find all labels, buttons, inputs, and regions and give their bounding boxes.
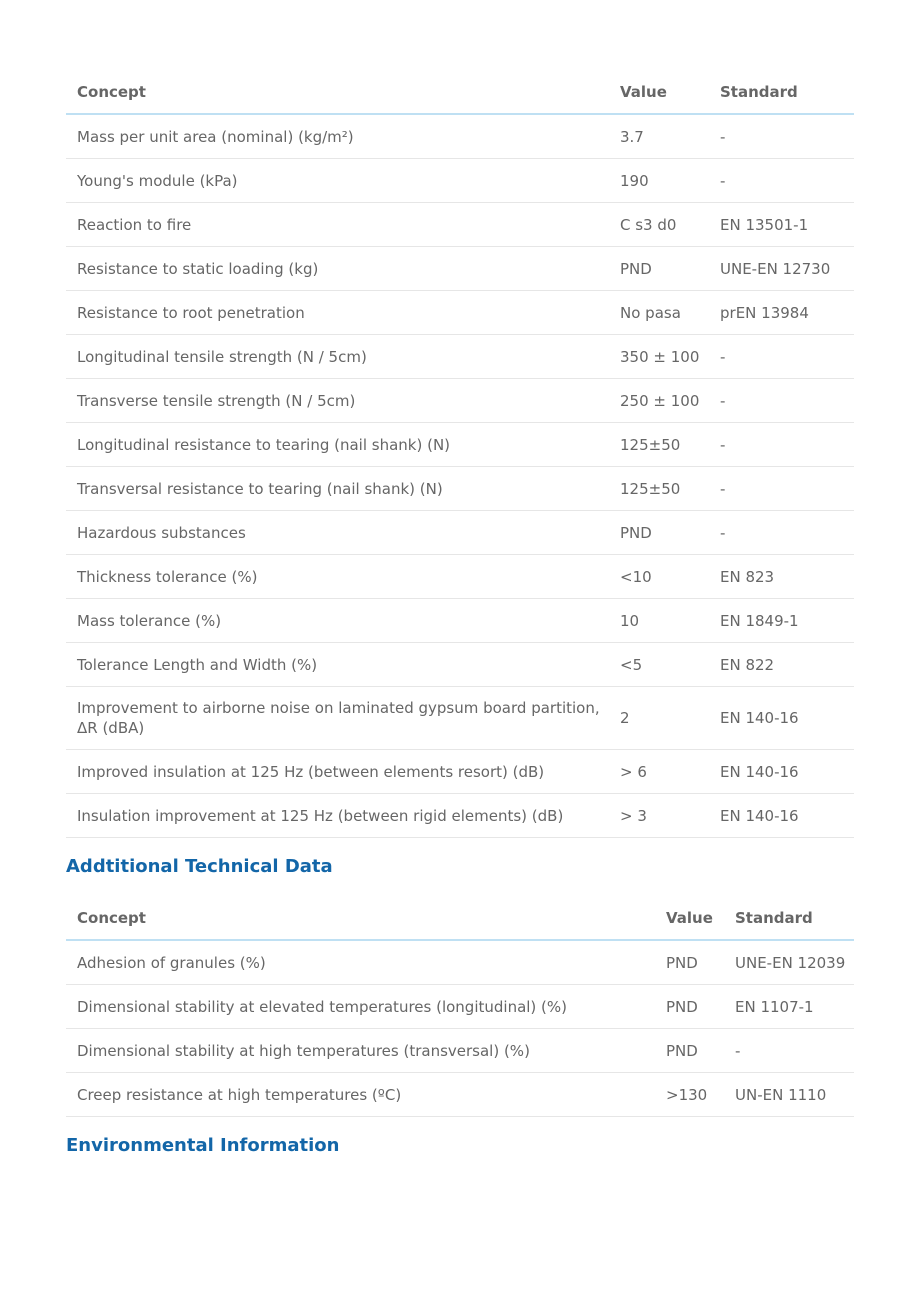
value-cell: >130 xyxy=(655,1073,724,1117)
concept-cell: Tolerance Length and Width (%) xyxy=(66,643,609,687)
table-header-row xyxy=(66,896,854,940)
concept-cell: Resistance to root penetration xyxy=(66,291,609,335)
standard-cell: - xyxy=(709,379,854,423)
value-cell: 2 xyxy=(609,687,709,750)
value-cell: PND xyxy=(609,247,709,291)
table-header-row xyxy=(66,70,854,114)
standard-cell: EN 140-16 xyxy=(709,794,854,838)
concept-cell: Longitudinal tensile strength (N / 5cm) xyxy=(66,335,609,379)
standard-cell: EN 140-16 xyxy=(709,750,854,794)
table-row xyxy=(66,687,854,750)
standard-cell: EN 1107-1 xyxy=(724,985,854,1029)
standard-cell: - xyxy=(709,423,854,467)
concept-cell: Improved insulation at 125 Hz (between elements resort) (dB) xyxy=(66,750,609,794)
value-cell: 125±50 xyxy=(609,467,709,511)
value-cell: <10 xyxy=(609,555,709,599)
value-cell: 10 xyxy=(609,599,709,643)
technical-data-table xyxy=(66,70,854,838)
standard-cell: - xyxy=(709,335,854,379)
table-row xyxy=(66,1073,854,1117)
column-header-concept: Concept xyxy=(66,896,655,940)
column-header-value: Value xyxy=(655,896,724,940)
value-cell: > 3 xyxy=(609,794,709,838)
value-cell: <5 xyxy=(609,643,709,687)
standard-cell: UNE-EN 12039 xyxy=(724,940,854,985)
column-header-concept: Concept xyxy=(66,70,609,114)
table-row xyxy=(66,940,854,985)
table-row xyxy=(66,467,854,511)
value-cell: PND xyxy=(655,985,724,1029)
value-cell: PND xyxy=(609,511,709,555)
table-row xyxy=(66,794,854,838)
table-row xyxy=(66,511,854,555)
standard-cell: UNE-EN 12730 xyxy=(709,247,854,291)
value-cell: > 6 xyxy=(609,750,709,794)
standard-cell: EN 1849-1 xyxy=(709,599,854,643)
standard-cell: EN 823 xyxy=(709,555,854,599)
table-row xyxy=(66,423,854,467)
table-row xyxy=(66,114,854,159)
value-cell: 3.7 xyxy=(609,114,709,159)
value-cell: 125±50 xyxy=(609,423,709,467)
concept-cell: Improvement to airborne noise on laminated gypsum board partition, ΔR (dBA) xyxy=(66,687,609,750)
standard-cell: - xyxy=(724,1029,854,1073)
standard-cell: EN 140-16 xyxy=(709,687,854,750)
value-cell: No pasa xyxy=(609,291,709,335)
standard-cell: prEN 13984 xyxy=(709,291,854,335)
concept-cell: Resistance to static loading (kg) xyxy=(66,247,609,291)
concept-cell: Hazardous substances xyxy=(66,511,609,555)
concept-cell: Mass tolerance (%) xyxy=(66,599,609,643)
table-row xyxy=(66,291,854,335)
concept-cell: Thickness tolerance (%) xyxy=(66,555,609,599)
document-page xyxy=(66,70,854,1158)
column-header-value: Value xyxy=(609,70,709,114)
table-row xyxy=(66,750,854,794)
table-row xyxy=(66,379,854,423)
table-row xyxy=(66,985,854,1029)
value-cell: 250 ± 100 xyxy=(609,379,709,423)
value-cell: PND xyxy=(655,1029,724,1073)
concept-cell: Creep resistance at high temperatures (ºC) xyxy=(66,1073,655,1117)
value-cell: PND xyxy=(655,940,724,985)
concept-cell: Dimensional stability at elevated temperatures (longitudinal) (%) xyxy=(66,985,655,1029)
table-row xyxy=(66,555,854,599)
table-row xyxy=(66,599,854,643)
table-row xyxy=(66,159,854,203)
standard-cell: EN 13501-1 xyxy=(709,203,854,247)
table-row xyxy=(66,335,854,379)
concept-cell: Longitudinal resistance to tearing (nail shank) (N) xyxy=(66,423,609,467)
value-cell: 350 ± 100 xyxy=(609,335,709,379)
column-header-standard: Standard xyxy=(709,70,854,114)
concept-cell: Dimensional stability at high temperatures (transversal) (%) xyxy=(66,1029,655,1073)
table-row xyxy=(66,247,854,291)
standard-cell: - xyxy=(709,159,854,203)
value-cell: C s3 d0 xyxy=(609,203,709,247)
concept-cell: Young's module (kPa) xyxy=(66,159,609,203)
standard-cell: UN-EN 1110 xyxy=(724,1073,854,1117)
table-row xyxy=(66,203,854,247)
concept-cell: Transverse tensile strength (N / 5cm) xyxy=(66,379,609,423)
section-title-environmental-information: Environmental Information xyxy=(66,1135,340,1156)
standard-cell: - xyxy=(709,114,854,159)
concept-cell: Reaction to fire xyxy=(66,203,609,247)
column-header-standard: Standard xyxy=(724,896,854,940)
table-row xyxy=(66,1029,854,1073)
table-row xyxy=(66,643,854,687)
concept-cell: Mass per unit area (nominal) (kg/m²) xyxy=(66,114,609,159)
concept-cell: Adhesion of granules (%) xyxy=(66,940,655,985)
concept-cell: Insulation improvement at 125 Hz (between rigid elements) (dB) xyxy=(66,794,609,838)
standard-cell: EN 822 xyxy=(709,643,854,687)
concept-cell: Transversal resistance to tearing (nail shank) (N) xyxy=(66,467,609,511)
standard-cell: - xyxy=(709,511,854,555)
section-title-additional-technical-data: Addtitional Technical Data xyxy=(66,856,333,877)
additional-technical-data-table xyxy=(66,896,854,1117)
value-cell: 190 xyxy=(609,159,709,203)
standard-cell: - xyxy=(709,467,854,511)
